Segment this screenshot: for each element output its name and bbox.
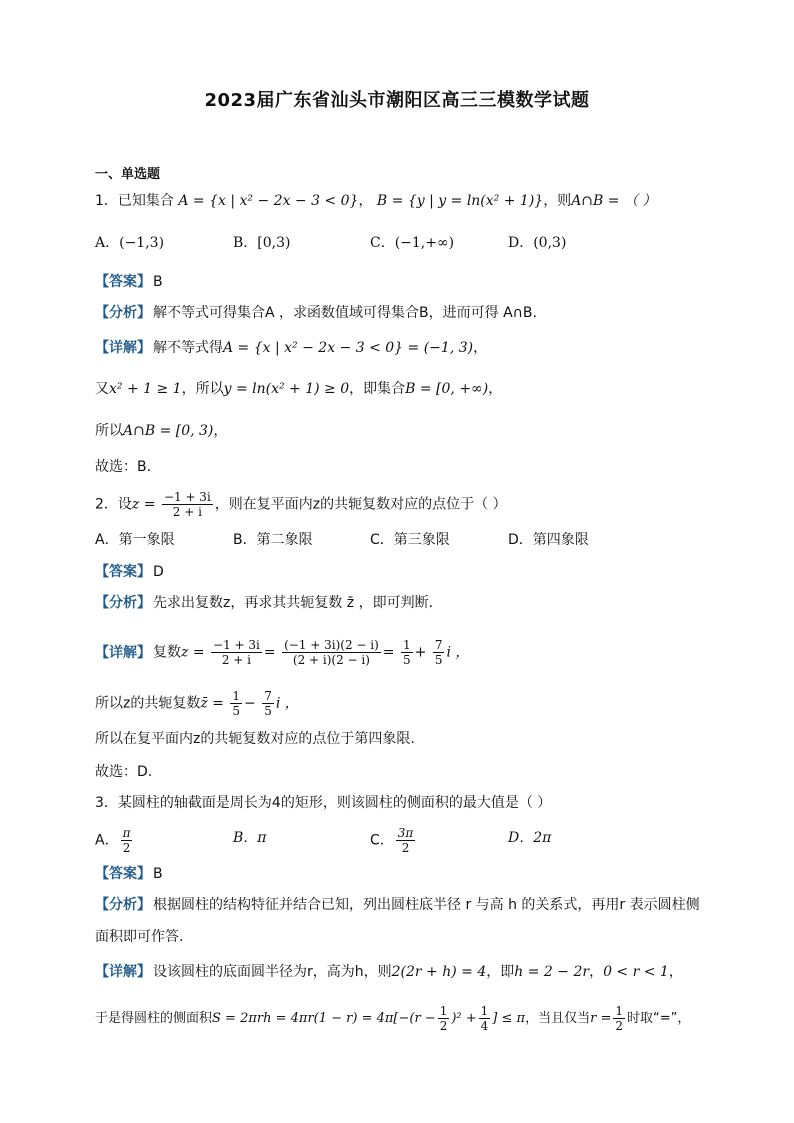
q1-analysis xyxy=(95,303,537,323)
fraction xyxy=(211,638,262,667)
detail-text: ，即集合 xyxy=(349,381,406,397)
q1-option-a: A．(−1,3) xyxy=(95,235,165,251)
fraction xyxy=(396,826,416,855)
numerator: (−1 + 3i)(2 − i) xyxy=(284,638,379,652)
q1-detail-line-1 xyxy=(95,338,487,358)
option-label: C． xyxy=(370,832,394,849)
math-expression: i ， xyxy=(446,644,470,661)
detail-text: ，即 xyxy=(486,964,515,980)
q2-option-a: A．第一象限 xyxy=(95,532,175,548)
detail-text: 于是得圆柱的侧面积 xyxy=(95,1011,213,1026)
punctuation: ， xyxy=(668,964,683,980)
fraction xyxy=(401,638,413,667)
numerator: 7 xyxy=(264,689,272,703)
detail-text: 又 xyxy=(95,381,109,397)
analysis-text: 根据圆柱的结构特征并结合已知，列出圆柱底半径 r 与高 h 的关系式，再用r 表示圆柱侧 xyxy=(153,897,700,913)
numerator: 7 xyxy=(434,638,443,652)
fraction xyxy=(262,689,274,718)
math-expression: z = xyxy=(181,644,205,661)
math-expression: z̄ = xyxy=(200,695,224,712)
punctuation: ， xyxy=(589,964,604,980)
question-number: 3． xyxy=(95,795,118,811)
q2-answer xyxy=(95,562,164,582)
q2-option-d: D．第四象限 xyxy=(508,532,589,548)
numerator: −1 + 3i xyxy=(163,490,211,504)
denominator: 2 xyxy=(122,841,131,855)
stem-text: ，则 xyxy=(543,193,572,209)
detail-text: 所以z的共轭复数 xyxy=(95,695,201,712)
stem-text: 设 xyxy=(117,496,132,513)
numerator: 3π xyxy=(397,826,414,840)
detail-text: 复数 xyxy=(153,644,181,661)
math-expression: y = ln(x² + 1) ≥ 0 xyxy=(223,381,350,397)
detail-text: ，所以 xyxy=(181,381,224,397)
answer-value: D xyxy=(153,564,164,580)
question-number: 2． xyxy=(95,496,118,513)
denominator: 2 + i xyxy=(221,653,252,667)
question-number: 1． xyxy=(95,193,118,209)
page-title: 2023届广东省汕头市潮阳区高三三模数学试题 xyxy=(204,90,590,111)
detail-tag: 【详解】 xyxy=(95,340,151,356)
q3-analysis-line-1 xyxy=(95,895,700,915)
fraction xyxy=(162,490,213,519)
math-expression: x² + 1 ≥ 1 xyxy=(109,381,182,397)
denominator: 5 xyxy=(434,653,443,667)
intersection-ask: A∩B = （ ） xyxy=(571,193,657,209)
q3-option-a xyxy=(95,826,134,855)
denominator: 5 xyxy=(264,704,272,718)
math-expression: S = 2πrh = 4πr(1 − r) = 4π[−(r − xyxy=(212,1011,436,1026)
math-expression: 0 < r < 1 xyxy=(603,964,669,980)
detail-text: 所以 xyxy=(95,423,123,439)
question-3-stem xyxy=(95,793,551,813)
numerator: π xyxy=(122,826,131,840)
detail-text: 设该圆柱的底面圆半径为r，高为h，则 xyxy=(153,964,392,980)
detail-tag: 【详解】 xyxy=(95,964,151,980)
answer-value: B xyxy=(153,866,163,882)
fraction xyxy=(433,638,445,667)
set-a-expression: A = {x | x² − 2x − 3 < 0} xyxy=(178,193,359,209)
q2-option-b: B．第二象限 xyxy=(233,532,313,548)
question-2-stem xyxy=(95,490,507,519)
analysis-text: 解不等式可得集合A ，求函数值域可得集合B，进而可得 A∩B. xyxy=(153,305,537,321)
math-expression: B = [0, +∞) xyxy=(405,381,489,397)
denominator: 5 xyxy=(232,704,241,718)
detail-tag: 【详解】 xyxy=(95,644,151,661)
numerator: −1 + 3i xyxy=(213,638,260,652)
detail-text: 解不等式得 xyxy=(153,340,223,356)
q1-option-b: B．[0,3) xyxy=(233,235,291,251)
fraction xyxy=(121,826,133,855)
q3-detail-line-2 xyxy=(95,1004,690,1033)
q2-analysis xyxy=(95,593,433,613)
separator: ， xyxy=(358,193,373,209)
numerator: 1 xyxy=(232,689,241,703)
denominator: 5 xyxy=(402,653,411,667)
fraction xyxy=(438,1004,450,1033)
set-b-expression: B = {y | y = ln(x² + 1)} xyxy=(376,193,544,209)
punctuation: ， xyxy=(213,423,228,439)
answer-tag: 【答案】 xyxy=(95,866,151,882)
q2-option-c: C．第三象限 xyxy=(370,532,450,548)
denominator: 2 xyxy=(401,841,410,855)
math-expression: )² + xyxy=(451,1011,477,1026)
detail-text: ，当且仅当 xyxy=(525,1011,591,1026)
numerator: 1 xyxy=(615,1004,623,1018)
numerator: 1 xyxy=(480,1004,489,1018)
denominator: 2 xyxy=(439,1019,448,1033)
q2-detail-line-1: 【详解】 复数z = $\frac{-1 + 3i}{2 + i}$ = $\frac{(-1 + 3i)(2 - i)}{(2 + i)(2 - i)}$ = $\frac{1}{5}$ + $\frac{7}{5}$ i ， xyxy=(95,638,470,667)
q2-choose: 故选：D. xyxy=(95,764,153,780)
section-heading: 一、单选题 xyxy=(95,167,161,182)
analysis-text: 先求出复数z，再求其共轭复数 z̄ ，即可判断. xyxy=(153,595,434,611)
math-expression: ] ≤ π xyxy=(492,1011,526,1026)
answer-tag: 【答案】 xyxy=(95,274,151,290)
q3-option-d: D．2π xyxy=(508,830,552,846)
q3-detail-line-1 xyxy=(95,962,683,982)
q1-choose: 故选：B. xyxy=(95,459,152,475)
math-expression: h = 2 − 2r xyxy=(514,964,590,980)
fraction xyxy=(282,638,381,667)
operator: − xyxy=(244,695,256,712)
q3-option-c xyxy=(370,826,417,855)
math-expression: z = xyxy=(131,496,156,513)
stem-text: 某圆柱的轴截面是周长为4的矩形，则该圆柱的侧面积的最大值是（ ） xyxy=(117,795,552,811)
denominator: (2 + i)(2 − i) xyxy=(292,653,370,667)
punctuation: ， xyxy=(473,340,488,356)
denominator: 2 xyxy=(615,1019,623,1033)
fraction xyxy=(613,1004,625,1033)
math-expression: 2(2r + h) = 4 xyxy=(391,964,487,980)
stem-text: ，则在复平面内z的共轭复数对应的点位于（ ） xyxy=(214,496,507,513)
q3-option-b: B．π xyxy=(233,830,267,846)
detail-text: 时取“=”， xyxy=(626,1011,691,1026)
stem-text: 已知集合 xyxy=(117,193,174,209)
answer-tag: 【答案】 xyxy=(95,564,151,580)
answer-value: B xyxy=(153,274,163,290)
analysis-tag: 【分析】 xyxy=(95,897,151,913)
q1-answer xyxy=(95,272,163,292)
option-label: A． xyxy=(95,832,119,849)
math-expression: A = {x | x² − 2x − 3 < 0} = (−1, 3) xyxy=(223,340,474,356)
numerator: 1 xyxy=(402,638,411,652)
analysis-tag: 【分析】 xyxy=(95,305,151,321)
q1-detail-line-3 xyxy=(95,421,227,441)
operator: + xyxy=(414,644,427,661)
q3-analysis-line-2: 面积即可作答. xyxy=(95,929,184,945)
denominator: 2 + i xyxy=(172,505,202,519)
fraction xyxy=(479,1004,491,1033)
question-1-stem xyxy=(95,191,656,211)
q2-conclusion: 所以在复平面内z的共轭复数对应的点位于第四象限. xyxy=(95,731,415,747)
math-expression: A∩B = [0, 3) xyxy=(123,423,214,439)
q3-answer xyxy=(95,864,163,884)
punctuation: ， xyxy=(488,381,503,397)
q1-detail-line-2 xyxy=(95,379,502,399)
q1-option-d: D．(0,3) xyxy=(508,235,567,251)
q2-conjugate-line xyxy=(95,689,299,718)
numerator: 1 xyxy=(439,1004,448,1018)
denominator: 4 xyxy=(480,1019,489,1033)
analysis-tag: 【分析】 xyxy=(95,595,151,611)
fraction xyxy=(230,689,242,718)
math-expression: i ， xyxy=(275,695,299,712)
math-expression: r = xyxy=(590,1011,612,1026)
q1-option-c: C．(−1,+∞) xyxy=(370,235,455,251)
